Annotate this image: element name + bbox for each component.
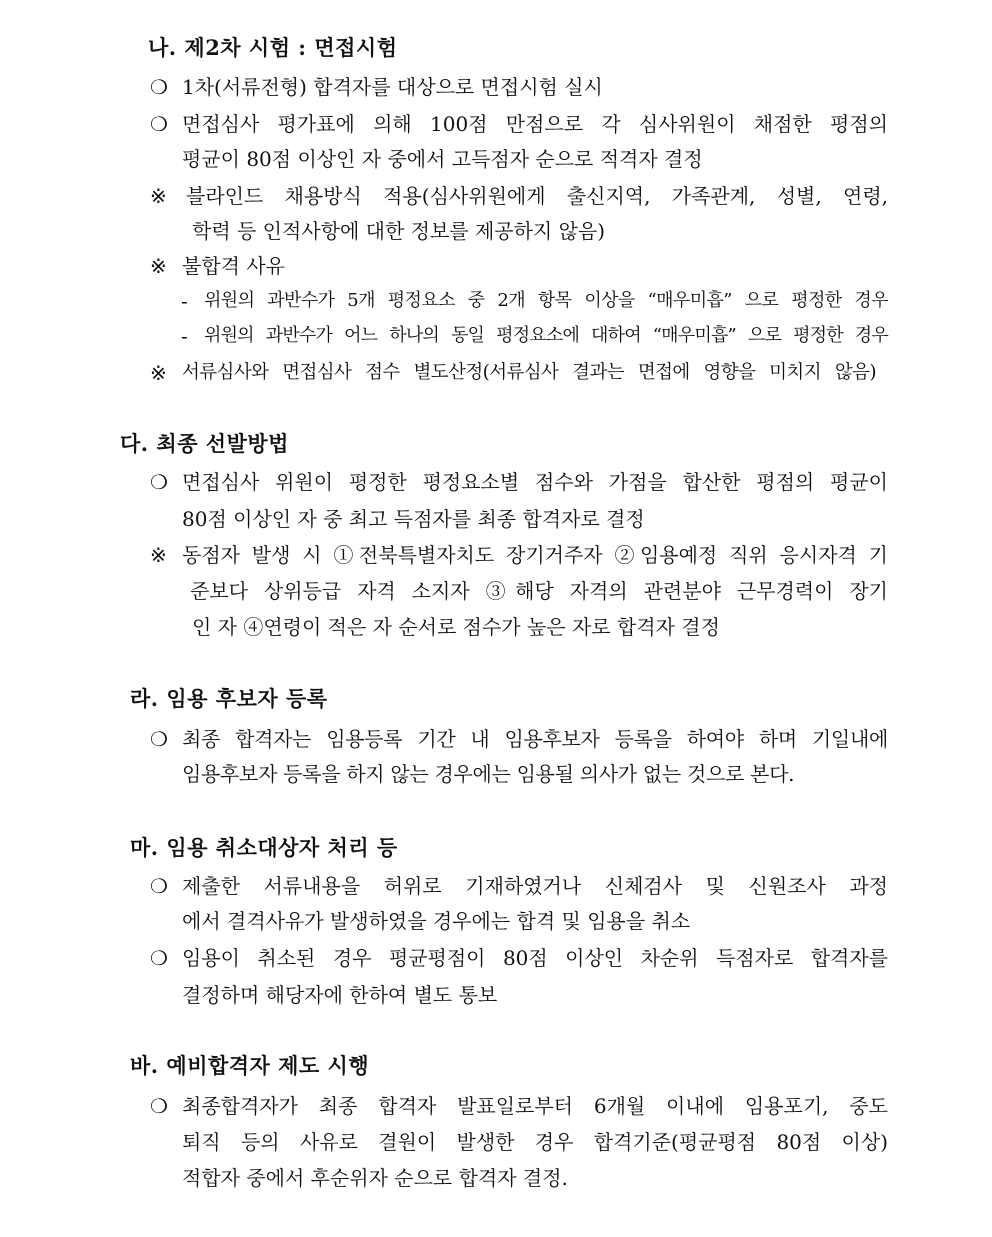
dash-marker: - [181, 324, 188, 348]
body-line: 에서 결격사유가 발생하였을 경우에는 합격 및 임용을 취소 [182, 909, 691, 933]
body-line: 1차(서류전형) 합격자를 대상으로 면접시험 실시 [182, 75, 603, 99]
body-line: 최종 합격자는 임용등록 기간 내 임용후보자 등록을 하여야 하며 기일내에 [182, 727, 888, 751]
body-line: 퇴직 등의 사유로 결원이 발생한 경우 합격기준(평균평점 80점 이상) [182, 1130, 888, 1154]
body-line: 준보다 상위등급 자격 소지자 ③해당 자격의 관련분야 근무경력이 장기 [190, 579, 888, 603]
body-line: 동점자 발생 시 ①전북특별자치도 장기거주자 ②임용예정 직위 응시자격 기 [182, 543, 888, 567]
section-heading: 다. 최종 선발방법 [120, 431, 289, 456]
body-line: 면접심사 위원이 평정한 평정요소별 점수와 가점을 합산한 평점의 평균이 [182, 470, 888, 494]
reference-mark-icon: ※ [150, 184, 167, 208]
circle-bullet-icon: ❍ [150, 727, 168, 751]
body-line: 학력 등 인적사항에 대한 정보를 제공하지 않음) [192, 219, 606, 243]
circle-bullet-icon: ❍ [150, 874, 168, 898]
body-line: 블라인드 채용방식 적용(심사위원에게 출신지역, 가족관계, 성별, 연령, [186, 184, 888, 208]
section-heading: 나. 제2차 시험 : 면접시험 [148, 35, 398, 60]
body-line: 결정하며 해당자에 한하여 별도 통보 [182, 983, 498, 1007]
body-line: 불합격 사유 [182, 254, 285, 278]
body-line: 적합자 중에서 후순위자 순으로 합격자 결정. [182, 1166, 568, 1190]
circle-bullet-icon: ❍ [150, 946, 168, 970]
body-line: 위원의 과반수가 5개 평정요소 중 2개 항목 이상을 “매우미흡” 으로 평정한 경우 [204, 290, 888, 311]
reference-mark-icon: ※ [150, 361, 167, 385]
body-line: 평균이 80점 이상인 자 중에서 고득점자 순으로 적격자 결정 [182, 147, 703, 171]
body-line: 면접심사 평가표에 의해 100점 만점으로 각 심사위원이 채점한 평점의 [182, 112, 888, 136]
circle-bullet-icon: ❍ [150, 470, 168, 494]
body-line: 인 자 ④연령이 적은 자 순서로 점수가 높은 자로 합격자 결정 [192, 615, 720, 639]
body-line: 제출한 서류내용을 허위로 기재하였거나 신체검사 및 신원조사 과정 [182, 874, 888, 898]
body-line: 위원의 과반수가 어느 하나의 동일 평정요소에 대하여 “매우미흡” 으로 평정한 경우 [204, 325, 888, 346]
body-line: 최종합격자가 최종 합격자 발표일로부터 6개월 이내에 임용포기, 중도 [182, 1094, 888, 1118]
circle-bullet-icon: ❍ [150, 1094, 168, 1118]
circle-bullet-icon: ❍ [150, 112, 168, 136]
body-line: 임용이 취소된 경우 평균평점이 80점 이상인 차순위 득점자로 합격자를 [182, 946, 888, 970]
section-heading: 라. 임용 후보자 등록 [130, 686, 328, 711]
reference-mark-icon: ※ [150, 254, 167, 278]
body-line: 임용후보자 등록을 하지 않는 경우에는 임용될 의사가 없는 것으로 본다. [182, 762, 795, 786]
section-heading: 마. 임용 취소대상자 처리 등 [130, 835, 398, 860]
body-line: 80점 이상인 자 중 최고 득점자를 최종 합격자로 결정 [182, 507, 645, 531]
dash-marker: - [181, 289, 188, 313]
body-line: 서류심사와 면접심사 점수 별도산정(서류심사 결과는 면접에 영향을 미치지 않음) [182, 362, 876, 383]
reference-mark-icon: ※ [150, 543, 167, 567]
circle-bullet-icon: ❍ [150, 75, 168, 99]
section-heading: 바. 예비합격자 제도 시행 [130, 1053, 370, 1078]
